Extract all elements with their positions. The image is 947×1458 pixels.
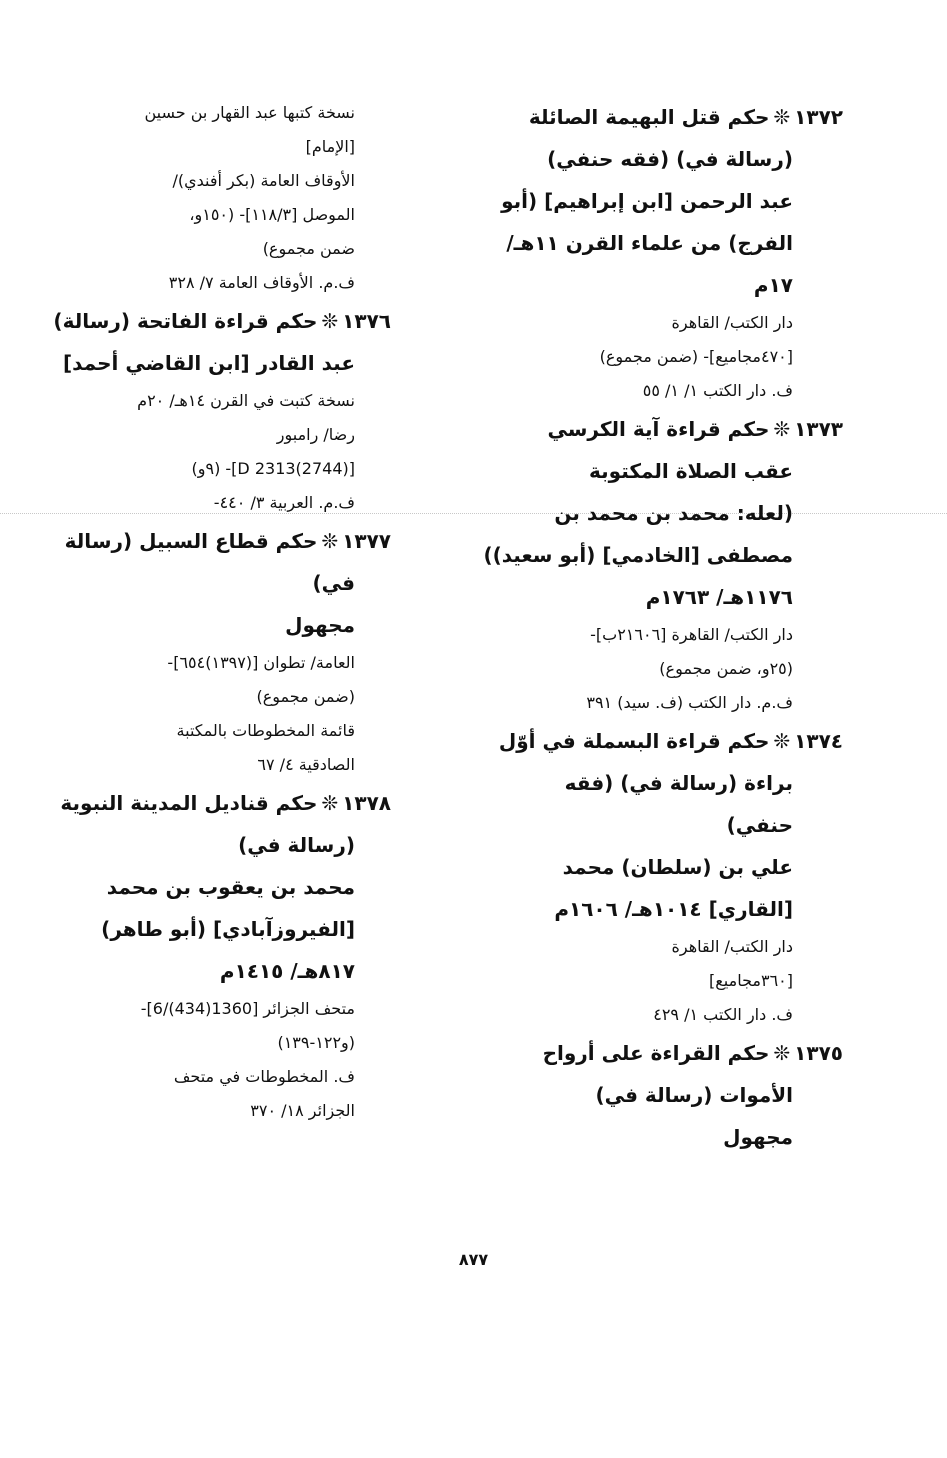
star-icon: ❊ (321, 529, 339, 553)
entry-detail: دار الكتب/ القاهرة (671, 313, 793, 332)
entry-detail: الموصل [١١٨/٣]- (١٥٠و، (189, 205, 355, 224)
entry-title-cont: الأموات (رسالة في) (595, 1083, 793, 1107)
entry-title: حكم قراءة آية الكرسي (547, 417, 770, 441)
entry-author: عبد القادر [ابن القاضي أحمد] (63, 351, 355, 375)
entry-number: ١٣٧٧ (342, 529, 391, 553)
star-icon: ❊ (773, 105, 791, 129)
entry-title-cont: (رسالة في) (فقه حنفي) (547, 147, 793, 171)
entry-continuation (101, 96, 391, 300)
entry-1373 (483, 408, 843, 720)
entry-detail: دار الكتب/ القاهرة [٢١٦٠٦ب]- (590, 625, 793, 644)
entry-detail: [٣٦٠مجاميع] (709, 971, 793, 990)
entry-detail: ضمن مجموع) (262, 239, 355, 258)
entry-1378 (60, 782, 391, 1128)
entry-title-line (499, 720, 843, 762)
entry-detail: [الإمام] (305, 137, 355, 156)
entry-title: حكم قراءة البسملة في أوّل (498, 729, 770, 753)
entry-detail: ف. المخطوطات في متحف (173, 1067, 355, 1086)
star-icon: ❊ (321, 309, 339, 333)
entry-author: علي بن (سلطان) محمد (562, 855, 793, 879)
left-column (53, 96, 391, 1128)
entry-author: مصطفى [الخادمي] (أبو سعيد)) (483, 543, 793, 567)
entry-title-cont: (رسالة في) (238, 833, 355, 857)
entry-title-line (60, 782, 391, 824)
entry-title-cont: براءة (رسالة في) (فقه (564, 771, 793, 795)
star-icon: ❊ (773, 1041, 791, 1065)
entry-title-line (499, 1032, 843, 1074)
entry-title: حكم قطاع السبيل (رسالة (64, 529, 318, 553)
entry-title: حكم قناديل المدينة النبوية (60, 791, 318, 815)
entry-title-line (64, 520, 391, 562)
entry-author: مجهول (723, 1125, 793, 1149)
entry-detail: نسخة كتبها عبد القهار بن حسين (144, 103, 355, 122)
entry-detail: الصادقية ٤/ ٦٧ (257, 755, 355, 774)
entry-detail: (ضمن مجموع) (256, 687, 355, 706)
entry-detail: قائمة المخطوطات بالمكتبة (176, 721, 355, 740)
entry-number: ١٣٧٨ (342, 791, 391, 815)
entry-author: (لعله: محمد بن محمد بن (554, 501, 793, 525)
entry-number: ١٣٧٣ (794, 417, 843, 441)
entry-title: حكم قتل البهيمة الصائلة (528, 105, 770, 129)
entry-author: [القاري] ١٠١٤هـ/ ١٦٠٦م (554, 897, 793, 921)
entry-detail: [٤٧٠مجاميع]- (ضمن مجموع) (599, 347, 793, 366)
entry-author: [الفيروزآبادي] (أبو طاهر) (101, 917, 355, 941)
entry-detail: ف.م. العربية ٣/ ٤٤٠- (213, 493, 355, 512)
entry-1375 (499, 1032, 843, 1158)
entry-author: ١٧م (753, 273, 793, 297)
entry-detail: الأوقاف العامة (بكر أفندي)/ (172, 171, 355, 190)
entry-1377 (64, 520, 391, 782)
entry-title-line (53, 300, 391, 342)
entry-author: الفرج) من علماء القرن ١١هـ/ (506, 231, 793, 255)
entry-author: مجهول (285, 613, 355, 637)
entry-detail: العامة/ تطوان [(١٣٩٧)٦٥٤]- (167, 653, 355, 672)
entry-detail: ف.م. دار الكتب (ف. سيد) ٣٩١ (586, 693, 793, 712)
entry-1374 (498, 720, 843, 1032)
entry-number: ١٣٧٤ (794, 729, 843, 753)
right-column (483, 96, 843, 1158)
entry-detail: ف.م. الأوقاف العامة ٧/ ٣٢٨ (168, 273, 355, 292)
entry-detail: نسخة كتبت في القرن ١٤هـ/ ٢٠م (137, 391, 355, 410)
entry-title-cont: في) (312, 571, 355, 595)
entry-author: محمد بن يعقوب بن محمد (106, 875, 355, 899)
entry-detail: متحف الجزائر [1360(434)/6]- (140, 999, 355, 1018)
entry-detail: ف. دار الكتب ١/ ١/ ٥٥ (642, 381, 793, 400)
entry-title-cont: عقب الصلاة المكتوبة (589, 459, 793, 483)
entry-detail: (و١٢٢-١٣٩) (277, 1033, 355, 1052)
entry-detail: [D 2313(2744)]- (٩و) (191, 459, 355, 478)
entry-1372 (499, 96, 843, 408)
entry-author: ٨١٧هـ/ ١٤١٥م (219, 959, 355, 983)
entry-detail: دار الكتب/ القاهرة (671, 937, 793, 956)
entry-number: ١٣٧٦ (342, 309, 391, 333)
star-icon: ❊ (773, 417, 791, 441)
entry-number: ١٣٧٢ (794, 105, 843, 129)
entry-number: ١٣٧٥ (794, 1041, 843, 1065)
star-icon: ❊ (321, 791, 339, 815)
entry-1376 (53, 300, 391, 520)
page-number: ٨٧٧ (458, 1250, 489, 1269)
entry-detail: (٢٥و، ضمن مجموع) (659, 659, 793, 678)
entry-title: حكم قراءة الفاتحة (رسالة) (53, 309, 318, 333)
entry-author: ١١٧٦هـ/ ١٧٦٣م (645, 585, 793, 609)
entry-title-line (499, 408, 843, 450)
entry-title: حكم القراءة على أرواح (542, 1041, 770, 1065)
entry-detail: ف. دار الكتب ١/ ٤٢٩ (653, 1005, 793, 1024)
entry-title-cont: حنفي) (726, 813, 793, 837)
entry-author: عبد الرحمن [ابن إبراهيم] (أبو (501, 189, 793, 213)
star-icon: ❊ (773, 729, 791, 753)
entry-detail: الجزائر ١٨/ ٣٧٠ (250, 1101, 355, 1120)
entry-detail: رضا/ رامبور (276, 425, 355, 444)
entry-title-line (499, 96, 843, 138)
